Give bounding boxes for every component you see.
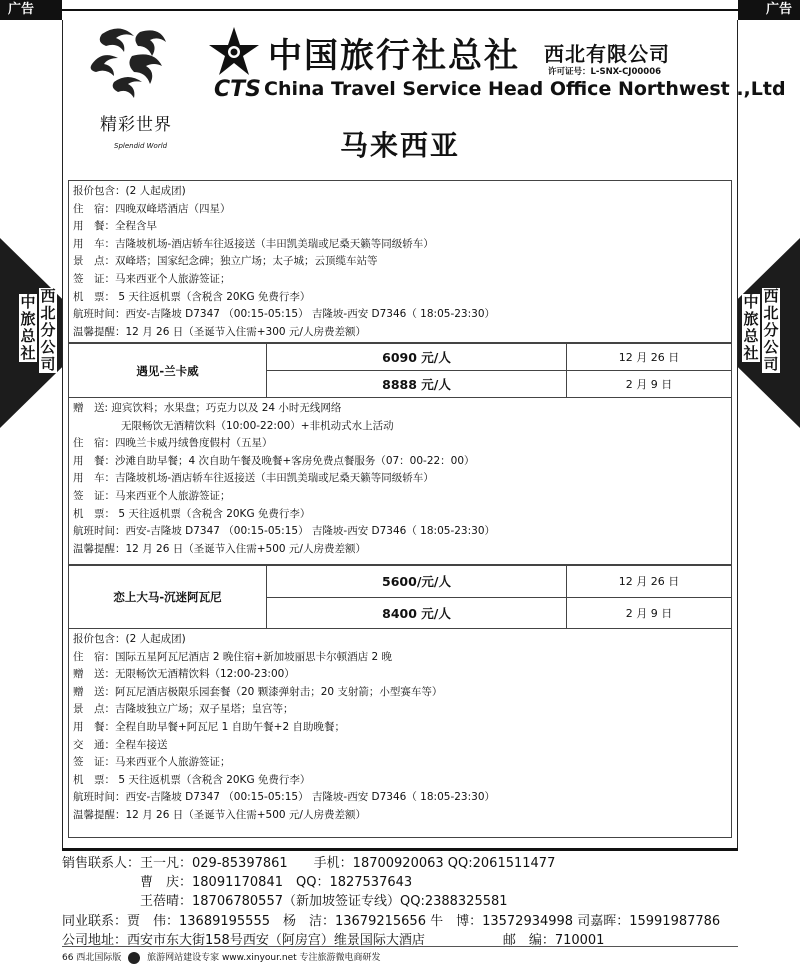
splendid-world-logo-icon: [82, 24, 182, 104]
detail-line: 用 车：吉隆坡机场-酒店轿车往返接送（丰田凯美瑞或尼桑天籁等同级轿车）: [73, 237, 434, 250]
tour-date: 12 月 26 日: [567, 344, 732, 371]
detail-line: 住 宿：四晚双峰塔酒店（四星）: [73, 202, 231, 215]
sales-contact-cao: 曹 庆：18091170841 QQ：1827537643: [140, 875, 413, 891]
tour-price: 6090 元/人: [267, 344, 567, 371]
contact-section: [62, 854, 720, 950]
detail-line: 景 点：吉隆坡独立广场；双子星塔；皇宫等；: [73, 703, 294, 716]
logo-english-name: Splendid World: [114, 142, 168, 150]
price-table-avani: [68, 565, 732, 629]
detail-line: 机 票： 5 天往返机票（含税含 20KG 免费行李）: [73, 290, 311, 303]
ribbon-right-company-text: 中旅总社: [743, 293, 759, 362]
ad-label-left: 广告: [0, 0, 62, 20]
detail-line: 温馨提醒：12 月 26 日（圣诞节入住需+300 元/人房费差额）: [73, 325, 366, 338]
detail-line: 用 餐：沙滩自助早餐；4 次自助午餐及晚餐+客房免费点餐服务（07：00-22：00）: [73, 454, 475, 467]
detail-line: 签 证：马来西亚个人旅游签证；: [73, 272, 231, 285]
star-emblem-icon: [208, 26, 260, 76]
company-address: 公司地址：西安市东大街158号西安（阿房宫）维景国际大酒店 邮 编：710001: [62, 932, 605, 948]
tour-price: 8400 元/人: [267, 597, 567, 629]
detail-line: 报价包含：(2 人起成团): [73, 633, 186, 645]
tour-date: 2 月 9 日: [567, 597, 732, 629]
package-details-kl: [68, 180, 732, 343]
tour-date: 12 月 26 日: [567, 566, 732, 598]
sales-contact-wang: 王蓓晴：18706780557（新加坡签证专线）QQ:2388325581: [140, 894, 508, 910]
detail-line: 住 宿：国际五星阿瓦尼酒店 2 晚住宿+新加坡丽思卡尔顿酒店 2 晚: [73, 650, 393, 663]
site-badge-icon: [128, 952, 140, 964]
price-table-langkawi: [68, 343, 732, 398]
page-title: 马来西亚: [339, 129, 460, 162]
company-chinese-name: 中国旅行社总社: [268, 36, 520, 76]
detail-line: 景 点：双峰塔；国家纪念碑；独立广场；太子城；云顶缆车站等: [73, 255, 378, 268]
ribbon-right-branch-text: 西北分公司: [763, 287, 779, 373]
footer-divider: [62, 946, 738, 947]
page-number: 66 西北国际版: [62, 953, 122, 963]
footer: [62, 950, 381, 964]
contacts-divider: [62, 848, 738, 851]
package-details-langkawi: [68, 397, 732, 565]
company-branch-name: 西北有限公司: [544, 42, 670, 66]
detail-line: 签 证：马来西亚个人旅游签证；: [73, 489, 231, 502]
peer-contacts: 同业联系：贾 伟：13689195555 杨 洁：13679215656 牛 博：13572934998 司嘉晖：15991987786: [62, 913, 721, 929]
top-divider: [62, 9, 738, 11]
ad-label-right: 广告: [738, 0, 800, 20]
tour-name: 恋上大马-沉迷阿瓦尼: [69, 566, 267, 629]
tour-price: 5600/元/人: [267, 566, 567, 598]
detail-line: 住 宿：四晚兰卡威丹绒鲁度假村（五星）: [73, 437, 273, 450]
detail-line: 赠 送：无限畅饮无酒精饮料（12:00-23:00）: [73, 668, 295, 681]
logo-chinese-name: 精彩世界: [100, 115, 172, 135]
footer-slogan: 旅游网站建设专家 www.xinyour.net 专注旅游微电商研发: [147, 953, 381, 963]
ribbon-left-company-text: 中旅总社: [20, 293, 36, 362]
ribbon-left-branch-text: 西北分公司: [40, 287, 56, 373]
detail-line: 赠 送: 迎宾饮料；水果盘；巧克力以及 24 小时无线网络: [73, 402, 342, 414]
detail-line: 航班时间：西安-吉隆坡 D7347 （00:15-05:15） 吉隆坡-西安 D7346（ 18:05-23:30）: [73, 791, 495, 804]
detail-line: 无限畅饮无酒精饮料（10:00-22:00）+非机动式水上活动: [121, 419, 394, 432]
company-abbreviation: CTS: [214, 77, 261, 102]
detail-line: 机 票： 5 天往返机票（含税含 20KG 免费行李）: [73, 507, 311, 520]
detail-line: 签 证：马来西亚个人旅游签证；: [73, 756, 231, 769]
license-number: 许可证号：L-SNX-CJ00006: [548, 67, 662, 77]
table-row: [69, 344, 732, 371]
tour-name: 遇见-兰卡威: [69, 344, 267, 398]
detail-line: 交 通：全程车接送: [73, 738, 168, 751]
detail-line: 用 车：吉隆坡机场-酒店轿车往返接送（丰田凯美瑞或尼桑天籁等同级轿车）: [73, 472, 434, 485]
detail-line: 机 票： 5 天往返机票（含税含 20KG 免费行李）: [73, 773, 311, 786]
detail-line: 报价包含：(2 人起成团): [73, 185, 186, 197]
detail-line: 赠 送：阿瓦尼酒店极限乐园套餐（20 颗漆弹射击；20 支射箭；小型赛车等）: [73, 685, 443, 698]
detail-line: 用 餐：全程自助早餐+阿瓦尼 1 自助午餐+2 自助晚餐；: [73, 720, 345, 733]
detail-line: 温馨提醒：12 月 26 日（圣诞节入住需+500 元/人房费差额）: [73, 808, 366, 821]
tour-date: 2 月 9 日: [567, 371, 732, 398]
detail-line: 航班时间：西安-吉隆坡 D7347 （00:15-05:15） 吉隆坡-西安 D7346（ 18:05-23:30）: [73, 525, 495, 538]
tour-price: 8888 元/人: [267, 371, 567, 398]
detail-line: 航班时间：西安-吉隆坡 D7347 （00:15-05:15） 吉隆坡-西安 D7346（ 18:05-23:30）: [73, 308, 495, 321]
sales-contact: 销售联系人：王一凡：029-85397861 手机：18700920063 QQ:2061511477: [62, 856, 556, 871]
company-english-name: China Travel Service Head Office Northwest .,Ltd: [264, 78, 786, 100]
detail-line: 用 餐：全程含早: [73, 220, 157, 233]
detail-line: 温馨提醒：12 月 26 日（圣诞节入住需+500 元/人房费差额）: [73, 542, 366, 555]
package-details-avani: [68, 628, 732, 838]
table-row: [69, 566, 732, 598]
